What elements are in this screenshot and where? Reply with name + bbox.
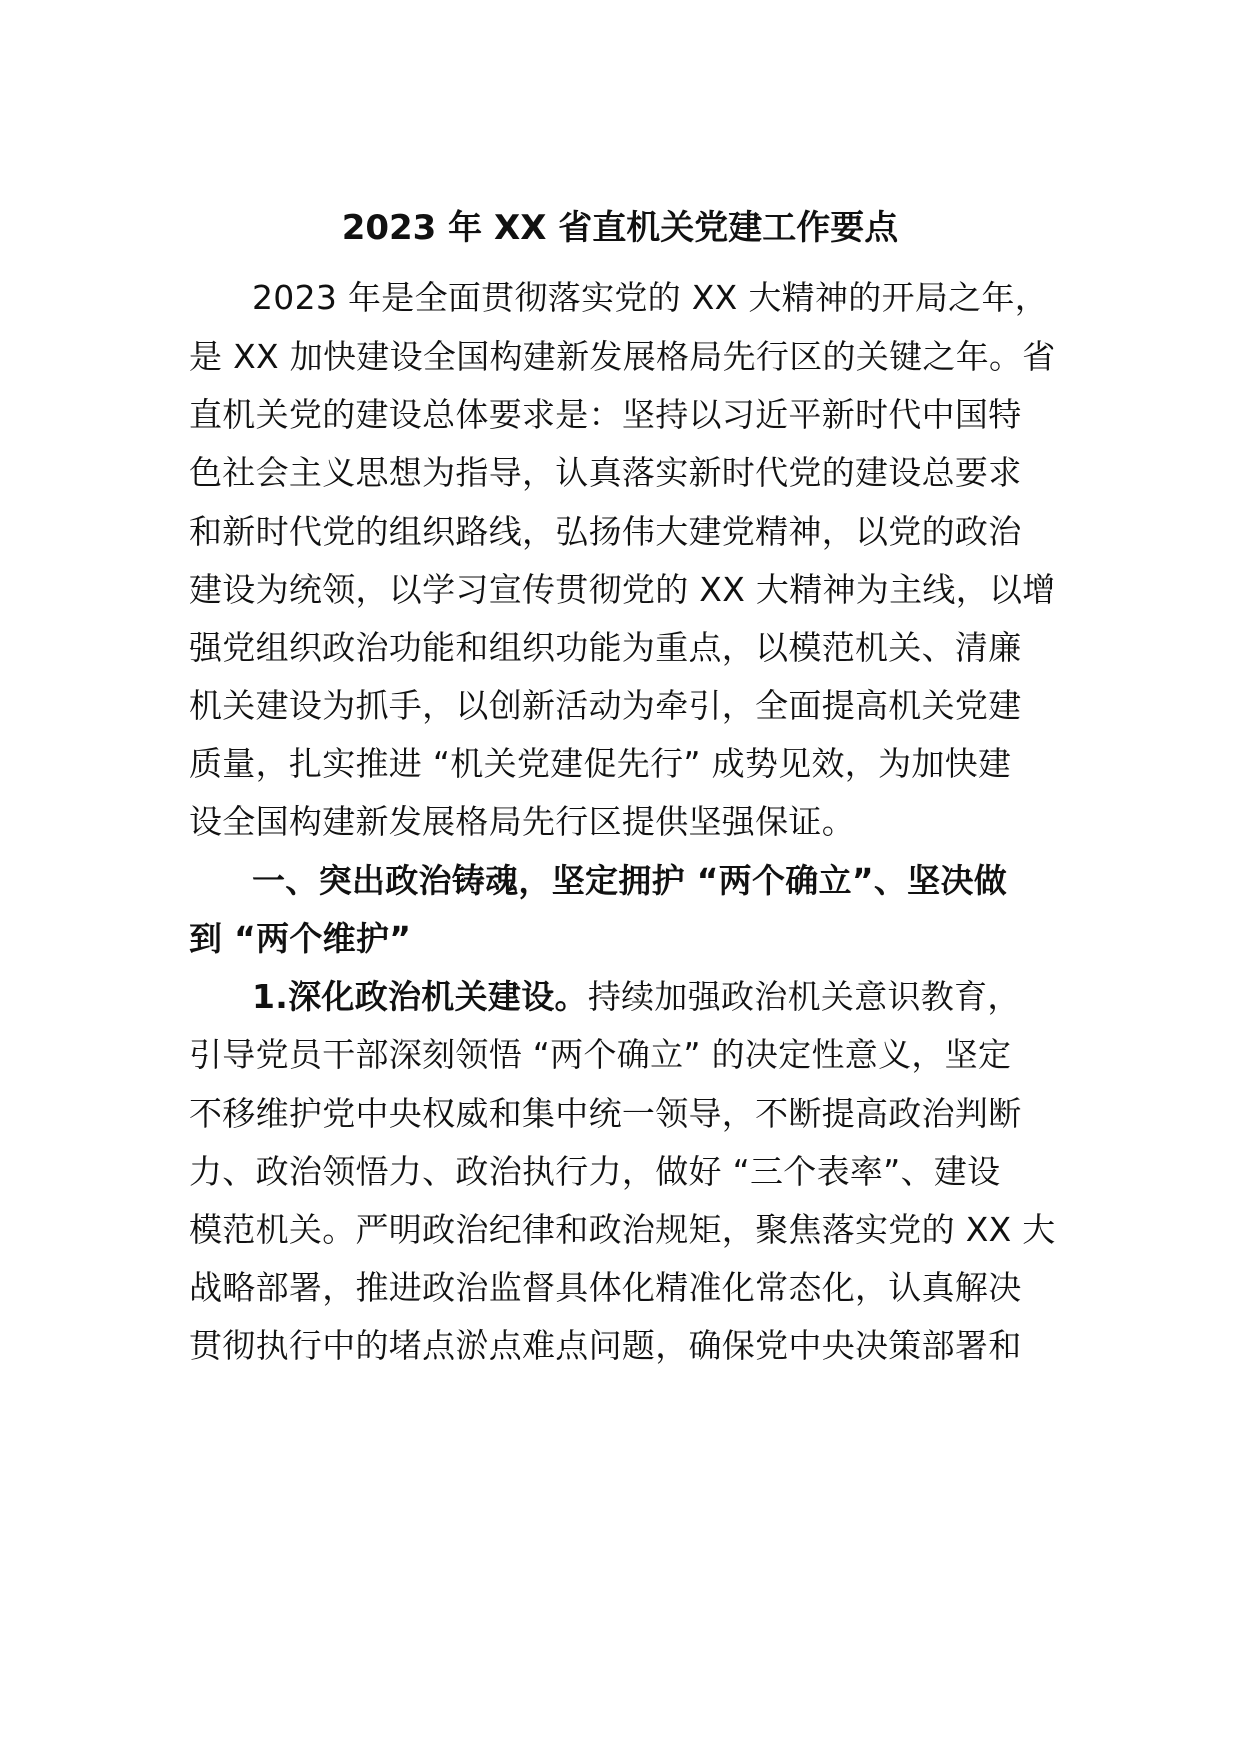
- item-text: 持续加强政治机关意识教育，: [587, 977, 1021, 1016]
- item-line: 引导党员干部深刻领悟 “两个确立” 的决定性意义，坚定: [189, 1035, 1012, 1074]
- item-line: 力、政治领悟力、政治执行力，做好 “三个表率”、建设: [189, 1152, 1001, 1191]
- section-heading-line: 一、突出政治铸魂，坚定拥护 “两个确立”、坚决做: [252, 861, 1008, 900]
- item-line: 战略部署，推进政治监督具体化精准化常态化，认真解决: [189, 1268, 1022, 1307]
- item-first-line: [252, 975, 1132, 1019]
- intro-line: 强党组织政治功能和组织功能为重点，以模范机关、清廉: [189, 628, 1022, 667]
- item-heading: 1.深化政治机关建设。: [252, 977, 588, 1016]
- intro-line: 建设为统领，以学习宣传贯彻党的 XX 大精神为主线，以增: [189, 570, 1056, 609]
- document-title: 2023 年 XX 省直机关党建工作要点: [341, 208, 899, 248]
- intro-line: 直机关党的建设总体要求是：坚持以习近平新时代中国特: [189, 395, 1022, 434]
- intro-line: 设全国构建新发展格局先行区提供坚强保证。: [189, 802, 855, 841]
- intro-line: 是 XX 加快建设全国构建新发展格局先行区的关键之年。省: [189, 337, 1056, 376]
- intro-line: 和新时代党的组织路线，弘扬伟大建党精神，以党的政治: [189, 512, 1022, 551]
- intro-line: 2023 年是全面贯彻落实党的 XX 大精神的开局之年，: [252, 278, 1049, 317]
- section-heading-line: 到 “两个维护”: [189, 919, 412, 958]
- item-line: 不移维护党中央权威和集中统一领导，不断提高政治判断: [189, 1094, 1022, 1133]
- item-line: 贯彻执行中的堵点淤点难点问题，确保党中央决策部署和: [189, 1326, 1022, 1365]
- intro-line: 色社会主义思想为指导，认真落实新时代党的建设总要求: [189, 453, 1022, 492]
- intro-line: 机关建设为抓手，以创新活动为牵引，全面提高机关党建: [189, 686, 1022, 725]
- intro-line: 质量，扎实推进 “机关党建促先行” 成势见效，为加快建: [189, 744, 1012, 783]
- item-line: 模范机关。严明政治纪律和政治规矩，聚焦落实党的 XX 大: [189, 1210, 1056, 1249]
